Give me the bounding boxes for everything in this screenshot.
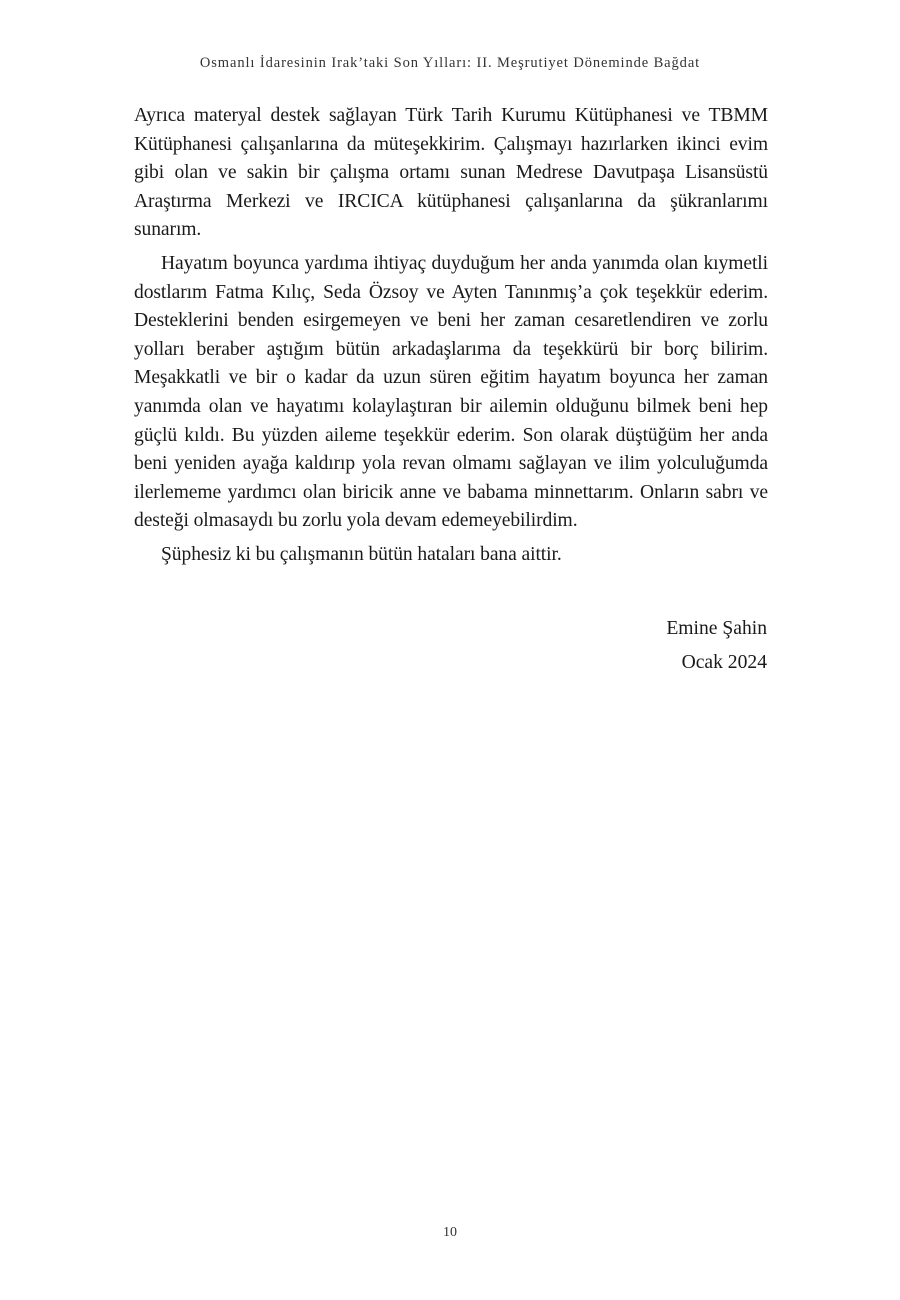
body-text [134, 102, 768, 575]
signature-date: Ocak 2024 [681, 652, 767, 673]
paragraph-1: Ayrıca materyal destek sağlayan Türk Tarih Kurumu Kütüphanesi ve TBMM Kütüphanesi çalışanlarına da müteşekkirim. Çalışmayı hazırlarken ikinci evim gibi olan ve sakin bir çalışma ortamı sunan Medrese Davutpaşa Lisansüstü Araştırma Merkezi ve IRCICA kütüphanesi çalışanlarına da şükranlarımı sunarım. [134, 105, 768, 241]
author-name: Emine Şahin [666, 618, 767, 639]
paragraph-3: Şüphesiz ki bu çalışmanın bütün hataları bana aittir. [161, 543, 562, 565]
running-header: Osmanlı İdaresinin Irak’taki Son Yılları: II. Meşrutiyet Döneminde Bağdat [199, 55, 701, 71]
page-number: 10 [443, 1225, 457, 1240]
paragraph-2: Hayatım boyunca yardıma ihtiyaç duyduğum her anda yanımda olan kıymetli dostlarım Fatma Kılıç, Seda Özsoy ve Ayten Tanınmış’a çok teşekkür ederim. Desteklerini benden esirgemeyen ve beni her zaman cesaretlendiren ve zorlu yolları beraber aştığım bütün arkadaşlarıma da teşekkürü bir borç bilirim. Meşakkatli ve bir o kadar da uzun süren eğitim hayatım boyunca her zaman yanımda olan ve hayatımı kolaylaştıran bir ailemin olduğunu bilmek beni hep güçlü kıldı. Bu yüzden aileme teşekkür ederim. Son olarak düştüğüm her anda beni yeniden ayağa kaldırıp yola revan olmamı sağlayan ve ilim yolculuğumda ilerlememe yardımcı olan biricik anne ve babama minnettarım. Onların sabrı ve desteği olmasaydı bu zorlu yola devam edemeyebilirdim. [134, 252, 768, 532]
signature-block [666, 612, 767, 680]
